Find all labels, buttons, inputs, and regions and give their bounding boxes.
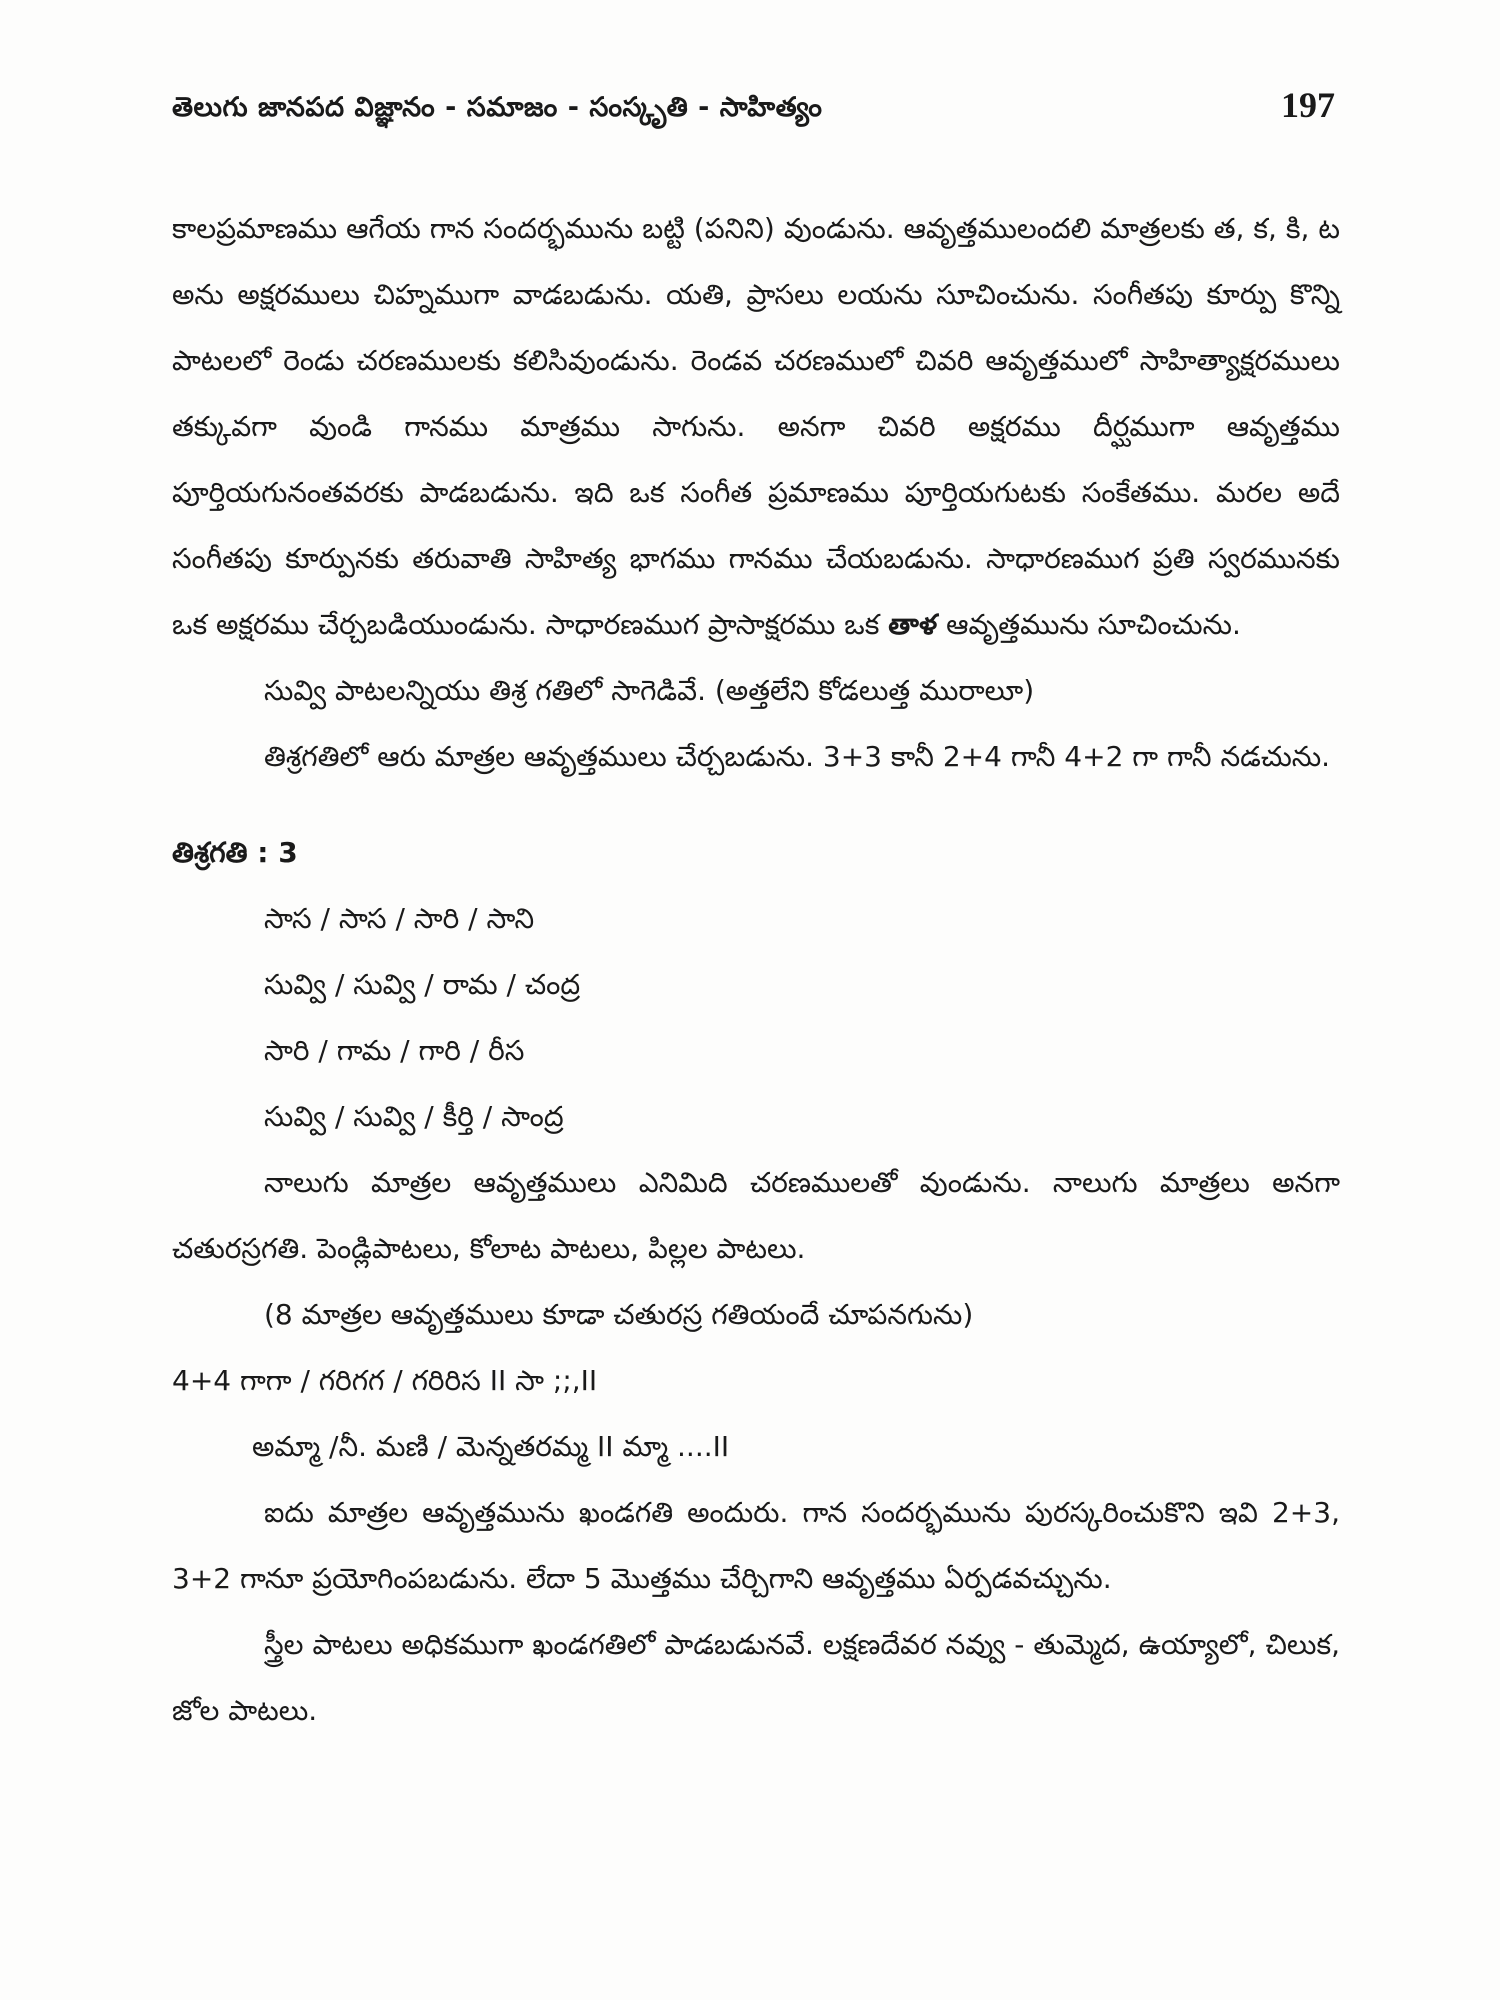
verse-line: సువ్వి / సువ్వి / కీర్తి / సాంద్ర	[264, 1100, 564, 1133]
page-body	[172, 196, 1340, 1744]
paragraph-time-measure	[172, 196, 1340, 658]
notation-lyric-line: అమ్మా /నీ. మణి / మెన్నతరమ్మ II మ్మా ....II	[252, 1430, 730, 1463]
paragraph-tail: ఆవృత్తమును సూచించును.	[937, 608, 1241, 641]
paragraph-trishra-gati: తిశ్రగతిలో ఆరు మాత్రల ఆవృత్తములు చేర్చబడును. 3+3 కానీ 2+4 గానీ 4+2 గా గానీ నడచును.	[264, 740, 1331, 773]
emphasized-word: తాళ	[888, 608, 938, 641]
page-number: 197	[1281, 85, 1335, 125]
paragraph-womens-songs: స్త్రీల పాటలు అధికముగా ఖండగతిలో పాడబడునవే. లక్షణదేవర నవ్వు - తుమ్మెద, ఉయ్యాలో, చిలుక, జోల పాటలు.	[172, 1628, 1340, 1727]
section-heading: తిశ్రగతి : 3	[172, 836, 298, 869]
notation-line: 4+4 గాగా / గరిగగ / గరిరిస II సా ;;,II	[172, 1364, 598, 1397]
paragraph-suvvi-songs: సువ్వి పాటలన్నియు తిశ్ర గతిలో సాగెడివే. (అత్తలేని కోడలుత్త మురాలూ)	[264, 674, 1035, 707]
paragraph-eight-matra-note: (8 మాత్రల ఆవృత్తములు కూడా చతురస్ర గతియందే చూపనగును)	[264, 1298, 974, 1331]
verse-line: సాస / సాస / సారి / సాని	[264, 902, 535, 935]
verse-line: సారి / గామ / గారి / రీస	[264, 1034, 525, 1067]
paragraph-chaturasra: నాలుగు మాత్రల ఆవృత్తములు ఎనిమిది చరణములతో వుండును. నాలుగు మాత్రలు అనగా చతురస్రగతి. పెండ్లిపాటలు, కోలాట పాటలు, పిల్లల పాటలు.	[172, 1166, 1340, 1265]
running-title: తెలుగు జానపద విజ్ఞానం - సమాజం - సంస్కృతి - సాహిత్యం	[172, 92, 823, 123]
paragraph-khanda-gati: ఐదు మాత్రల ఆవృత్తమును ఖండగతి అందురు. గాన సందర్భమును పురస్కరించుకొని ఇవి 2+3, 3+2 గానూ ప్రయోగింపబడును. లేదా 5 మొత్తము చేర్చిగాని ఆవృత్తము ఏర్పడవచ్చును.	[172, 1496, 1340, 1595]
verse-line: సువ్వి / సువ్వి / రామ / చంద్ర	[264, 968, 581, 1001]
paragraph-text: కాలప్రమాణము ఆగేయ గాన సందర్భమును బట్టి (పనిని) వుండును. ఆవృత్తములందలి మాత్రలకు త, క, కి, ట అను అక్షరములు చిహ్నముగా వాడబడును. యతి, ప్రాసలు లయను సూచించును. సంగీతపు కూర్పు కొన్ని పాటలలో రెండు చరణములకు కలిసివుండును. రెండవ చరణములో చివరి ఆవృత్తములో సాహిత్యాక్షరములు తక్కువగా వుండి గానము మాత్రము సాగును. అనగా చివరి అక్షరము దీర్ఘముగా ఆవృత్తము పూర్తియగునంతవరకు పాడబడును. ఇది ఒక సంగీత ప్రమాణము పూర్తియగుటకు సంకేతము. మరల అదే సంగీతపు కూర్పునకు తరువాతి సాహిత్య భాగము గానము చేయబడును. సాధారణముగ ప్రతి స్వరమునకు ఒక అక్షరము చేర్చబడియుండును. సాధారణముగ ప్రాసాక్షరము ఒక	[172, 212, 1340, 641]
